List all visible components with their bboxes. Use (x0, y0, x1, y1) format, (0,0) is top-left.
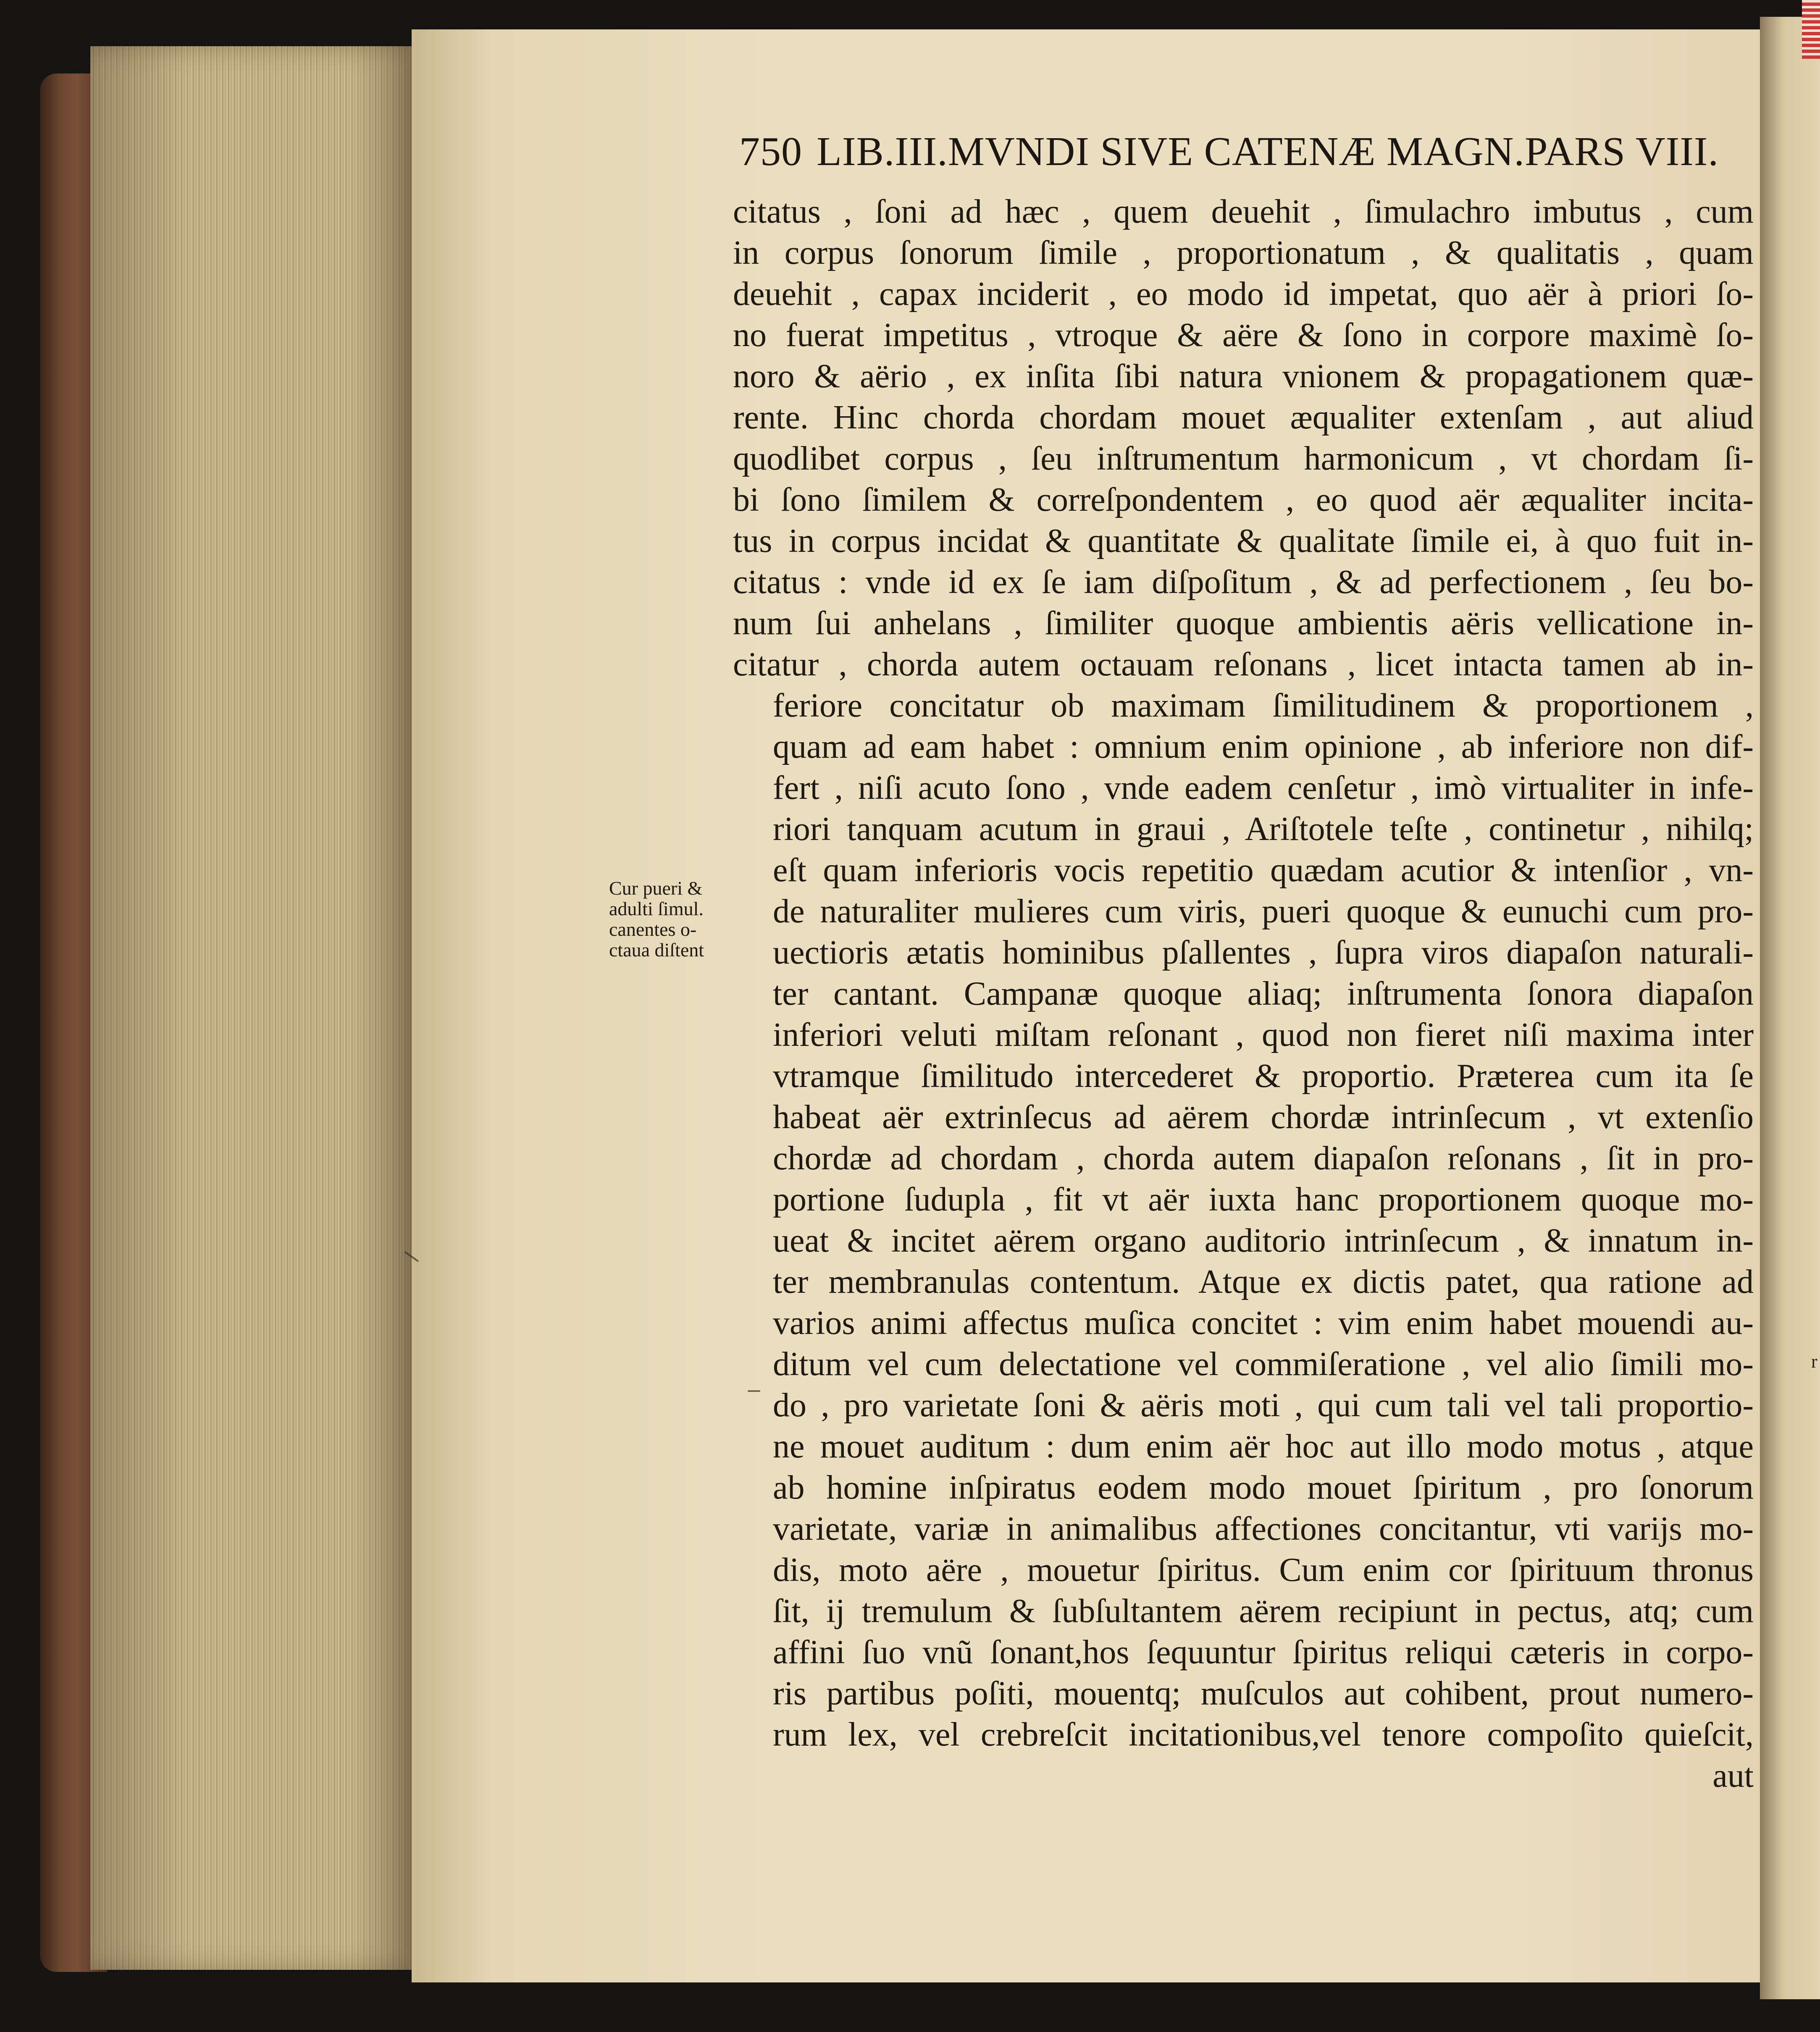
text-line: tus in corpus incidat & quantitate & qualitate ſimile ei, à quo fuit in- (733, 522, 1754, 559)
text-line: ueat & incitet aërem organo auditorio intrinſecum , & innatum in- (773, 1222, 1754, 1259)
text-line: ter membranulas contentum. Atque ex dictis patet, qua ratione ad (773, 1263, 1754, 1300)
text-line: portione ſudupla , fit vt aër iuxta hanc proportionem quoque mo- (773, 1181, 1754, 1218)
text-line: de naturaliter mulieres cum viris, pueri quoque & eunuchi cum pro- (773, 893, 1754, 930)
text-line: quam ad eam habet : omnium enim opinione , ab inferiore non dif- (773, 728, 1754, 765)
text-line: habeat aër extrinſecus ad aërem chordæ intrinſecum , vt extenſio (773, 1099, 1754, 1136)
text-line: fert , niſi acuto ſono , vnde eadem cenſetur , imò virtualiter in infe- (773, 769, 1754, 806)
text-line: feriore concitatur ob maximam ſimilitudinem & proportionem , (773, 687, 1754, 724)
text-line: no fuerat impetitus , vtroque & aëre & ſono in corpore maximè ſo- (733, 317, 1754, 354)
catchword: aut (1712, 1757, 1754, 1794)
margin-note-line: adulti ſimul. (609, 898, 704, 919)
text-line: ne mouet auditum : dum enim aër hoc aut illo modo motus , atque (773, 1428, 1754, 1465)
text-line: affini ſuo vnũ ſonant,hos ſequuntur ſpiritus reliqui cæteris in corpo- (773, 1634, 1754, 1671)
facing-page-edge (1760, 17, 1820, 1999)
text-line: ter cantant. Campanæ quoque aliaq; inſtrumenta ſonora diapaſon (773, 975, 1754, 1012)
page-number: 750 (739, 129, 802, 174)
text-line: rente. Hinc chorda chordam mouet æqualiter extenſam , aut aliud (733, 399, 1754, 436)
text-line: riori tanquam acutum in graui , Ariſtotele teſte , continetur , nihilq; (773, 811, 1754, 848)
text-line: deuehit , capax inciderit , eo modo id impetat, quo aër à priori ſo- (733, 276, 1754, 312)
margin-note (609, 878, 735, 960)
text-line: num ſui anhelans , ſimiliter quoque ambientis aëris vellicatione in- (733, 605, 1754, 642)
text-line: ris partibus poſiti, mouentq; muſculos aut cohibent, prout numero- (773, 1675, 1754, 1712)
text-line: bi ſono ſimilem & correſpondentem , eo quod aër æqualiter incita- (733, 481, 1754, 518)
margin-note-line: canentes o- (609, 919, 697, 940)
text-line: inferiori veluti miſtam reſonant , quod non fieret niſi maxima inter (773, 1016, 1754, 1053)
text-line: quodlibet corpus , ſeu inſtrumentum harmonicum , vt chordam ſi- (733, 440, 1754, 477)
text-line: citatus : vnde id ex ſe iam diſpoſitum , & ad perfectionem , ſeu bo- (733, 564, 1754, 601)
margin-note-line: Cur pueri & (609, 877, 703, 899)
running-head (739, 128, 1719, 175)
facing-page-letter: r (1811, 1351, 1817, 1372)
margin-note-line: ctaua diſtent (609, 939, 704, 961)
text-line: ditum vel cum delectatione vel commiſeratione , vel alio ſimili mo- (773, 1346, 1754, 1383)
text-line: dis, moto aëre , mouetur ſpiritus. Cum enim cor ſpirituum thronus (773, 1552, 1754, 1588)
text-line: noro & aërio , ex inſita ſibi natura vnionem & propagationem quæ- (733, 358, 1754, 395)
running-title: LIB.III.MVNDI SIVE CATENÆ MAGN.PARS VIII. (817, 129, 1719, 174)
text-line: do , pro varietate ſoni & aëris moti , qui cum tali vel tali proportio- (773, 1387, 1754, 1424)
text-line: in corpus ſonorum ſimile , proportionatum , & qualitatis , quam (733, 234, 1754, 271)
text-line: ab homine inſpiratus eodem modo mouet ſpiritum , pro ſonorum (773, 1469, 1754, 1506)
text-line: ſit, ij tremulum & ſubſultantem aërem recipiunt in pectus, atq; cum (773, 1593, 1754, 1630)
text-line: rum lex, vel crebreſcit incitationibus,vel tenore compoſito quieſcit, (773, 1716, 1754, 1753)
text-line: citatus , ſoni ad hæc , quem deuehit , ſimulachro imbutus , cum (733, 193, 1754, 230)
text-line: eſt quam inferioris vocis repetitio quædam acutior & intenſior , vn- (773, 852, 1754, 889)
text-line: citatur , chorda autem octauam reſonans , licet intacta tamen ab in- (733, 646, 1754, 683)
text-line: varios animi affectus muſica concitet : vim enim habet mouendi au- (773, 1305, 1754, 1342)
ink-mark (748, 1390, 760, 1392)
text-line: vtramque ſimilitudo intercederet & proportio. Præterea cum ita ſe (773, 1058, 1754, 1095)
text-line: chordæ ad chordam , chorda autem diapaſon reſonans , ſit in pro- (773, 1140, 1754, 1177)
text-line: uectioris ætatis hominibus pſallentes , ſupra viros diapaſon naturali- (773, 934, 1754, 971)
ribbon-bookmark (1802, 0, 1820, 59)
body-text (733, 191, 1754, 1796)
text-line: varietate, variæ in animalibus affectiones concitantur, vti varijs mo- (773, 1510, 1754, 1547)
